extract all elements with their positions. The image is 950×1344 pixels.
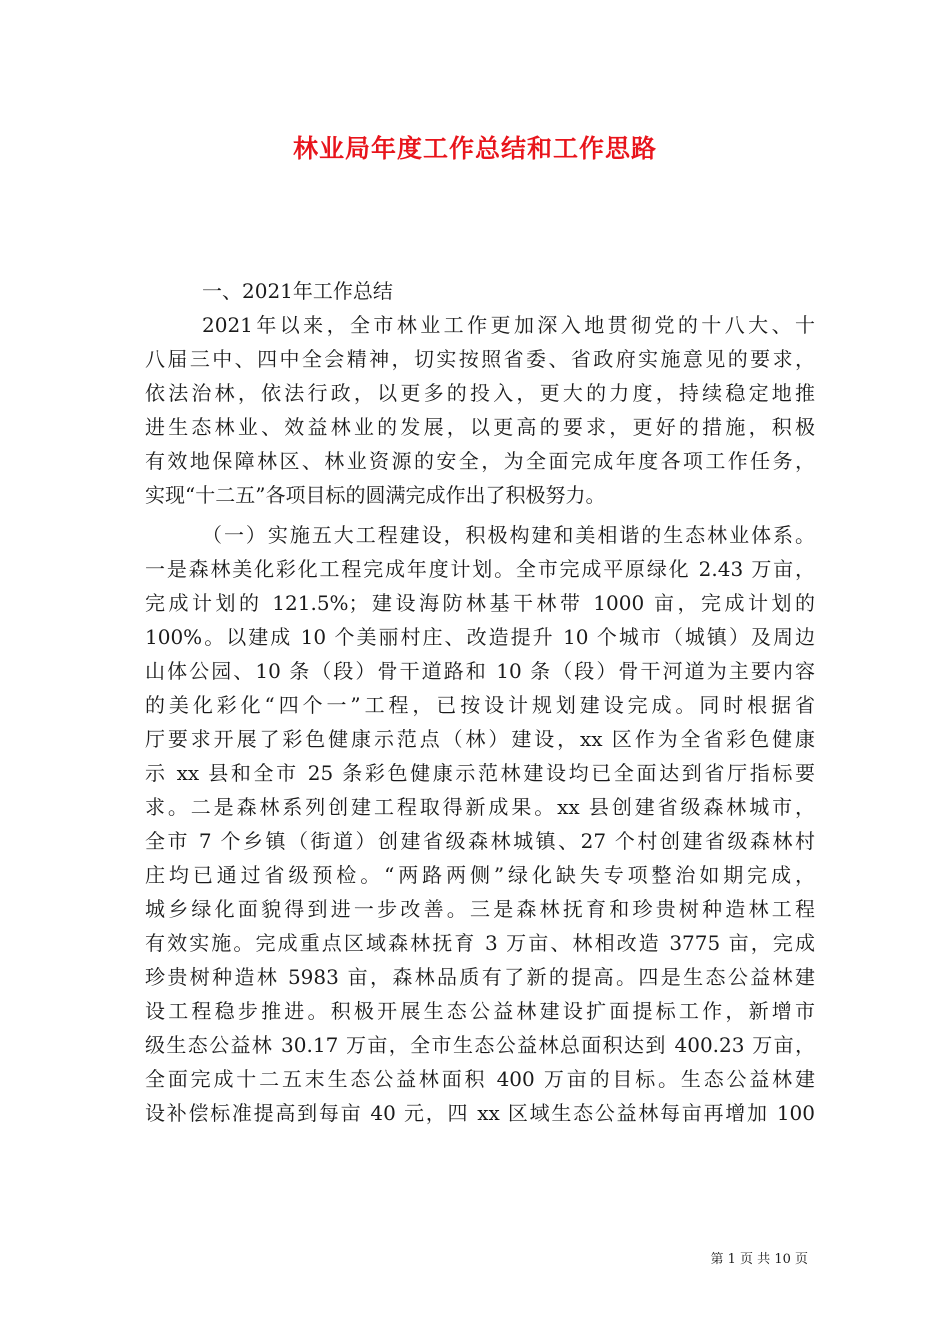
section-heading: 一、2021年工作总结 — [202, 279, 393, 303]
paragraph-line: 求。二是森林系列创建工程取得新成果。xx 县创建省级森林城市， — [145, 795, 815, 819]
paragraph-line: 厅要求开展了彩色健康示范点（林）建设，xx 区作为全省彩色健康 — [145, 727, 815, 751]
paragraph-line: 全面完成十二五末生态公益林面积 400 万亩的目标。生态公益林建 — [145, 1067, 815, 1091]
paragraph-line: 2021年以来，全市林业工作更加深入地贯彻党的十八大、十 — [202, 313, 815, 337]
paragraph-line: 示 xx 县和全市 25 条彩色健康示范林建设均已全面达到省厅指标要 — [145, 761, 815, 785]
paragraph-line: 山体公园、10 条（段）骨干道路和 10 条（段）骨干河道为主要内容 — [145, 659, 815, 683]
paragraph-line: 有效实施。完成重点区域森林抚育 3 万亩、林相改造 3775 亩，完成 — [145, 931, 815, 955]
paragraph-line: 珍贵树种造林 5983 亩，森林品质有了新的提高。四是生态公益林建 — [145, 965, 815, 989]
paragraph-line: 依法治林，依法行政，以更多的投入，更大的力度，持续稳定地推 — [145, 381, 815, 405]
paragraph-line: 实现“十二五”各项目标的圆满完成作出了积极努力。 — [145, 483, 606, 507]
paragraph-line: 有效地保障林区、林业资源的安全，为全面完成年度各项工作任务， — [145, 449, 815, 473]
paragraph-line: 的美化彩化“四个一”工程，已按设计规划建设完成。同时根据省 — [145, 693, 815, 717]
paragraph-line: 一是森林美化彩化工程完成年度计划。全市完成平原绿化 2.43 万亩， — [145, 557, 815, 581]
paragraph-line: 进生态林业、效益林业的发展，以更高的要求，更好的措施，积极 — [145, 415, 815, 439]
paragraph-line: 设补偿标准提高到每亩 40 元，四 xx 区域生态公益林每亩再增加 100 — [145, 1101, 815, 1125]
paragraph-line: （一）实施五大工程建设，积极构建和美相谐的生态林业体系。 — [202, 523, 815, 547]
paragraph-line: 100%。以建成 10 个美丽村庄、改造提升 10 个城市（城镇）及周边 — [145, 625, 815, 649]
paragraph-line: 庄均已通过省级预检。“两路两侧”绿化缺失专项整治如期完成， — [145, 863, 815, 887]
paragraph-line: 城乡绿化面貌得到进一步改善。三是森林抚育和珍贵树种造林工程 — [145, 897, 815, 921]
paragraph-line: 级生态公益林 30.17 万亩，全市生态公益林总面积达到 400.23 万亩， — [145, 1033, 815, 1057]
paragraph-line: 完成计划的 121.5%；建设海防林基干林带 1000 亩，完成计划的 — [145, 591, 815, 615]
page-number: 第 1 页 共 10 页 — [710, 1252, 808, 1267]
paragraph-line: 设工程稳步推进。积极开展生态公益林建设扩面提标工作，新增市 — [145, 999, 815, 1023]
paragraph-line: 全市 7 个乡镇（街道）创建省级森林城镇、27 个村创建省级森林村 — [145, 829, 815, 853]
page-title: 林业局年度工作总结和工作思路 — [292, 134, 657, 163]
paragraph-line: 八届三中、四中全会精神，切实按照省委、省政府实施意见的要求， — [145, 347, 815, 371]
